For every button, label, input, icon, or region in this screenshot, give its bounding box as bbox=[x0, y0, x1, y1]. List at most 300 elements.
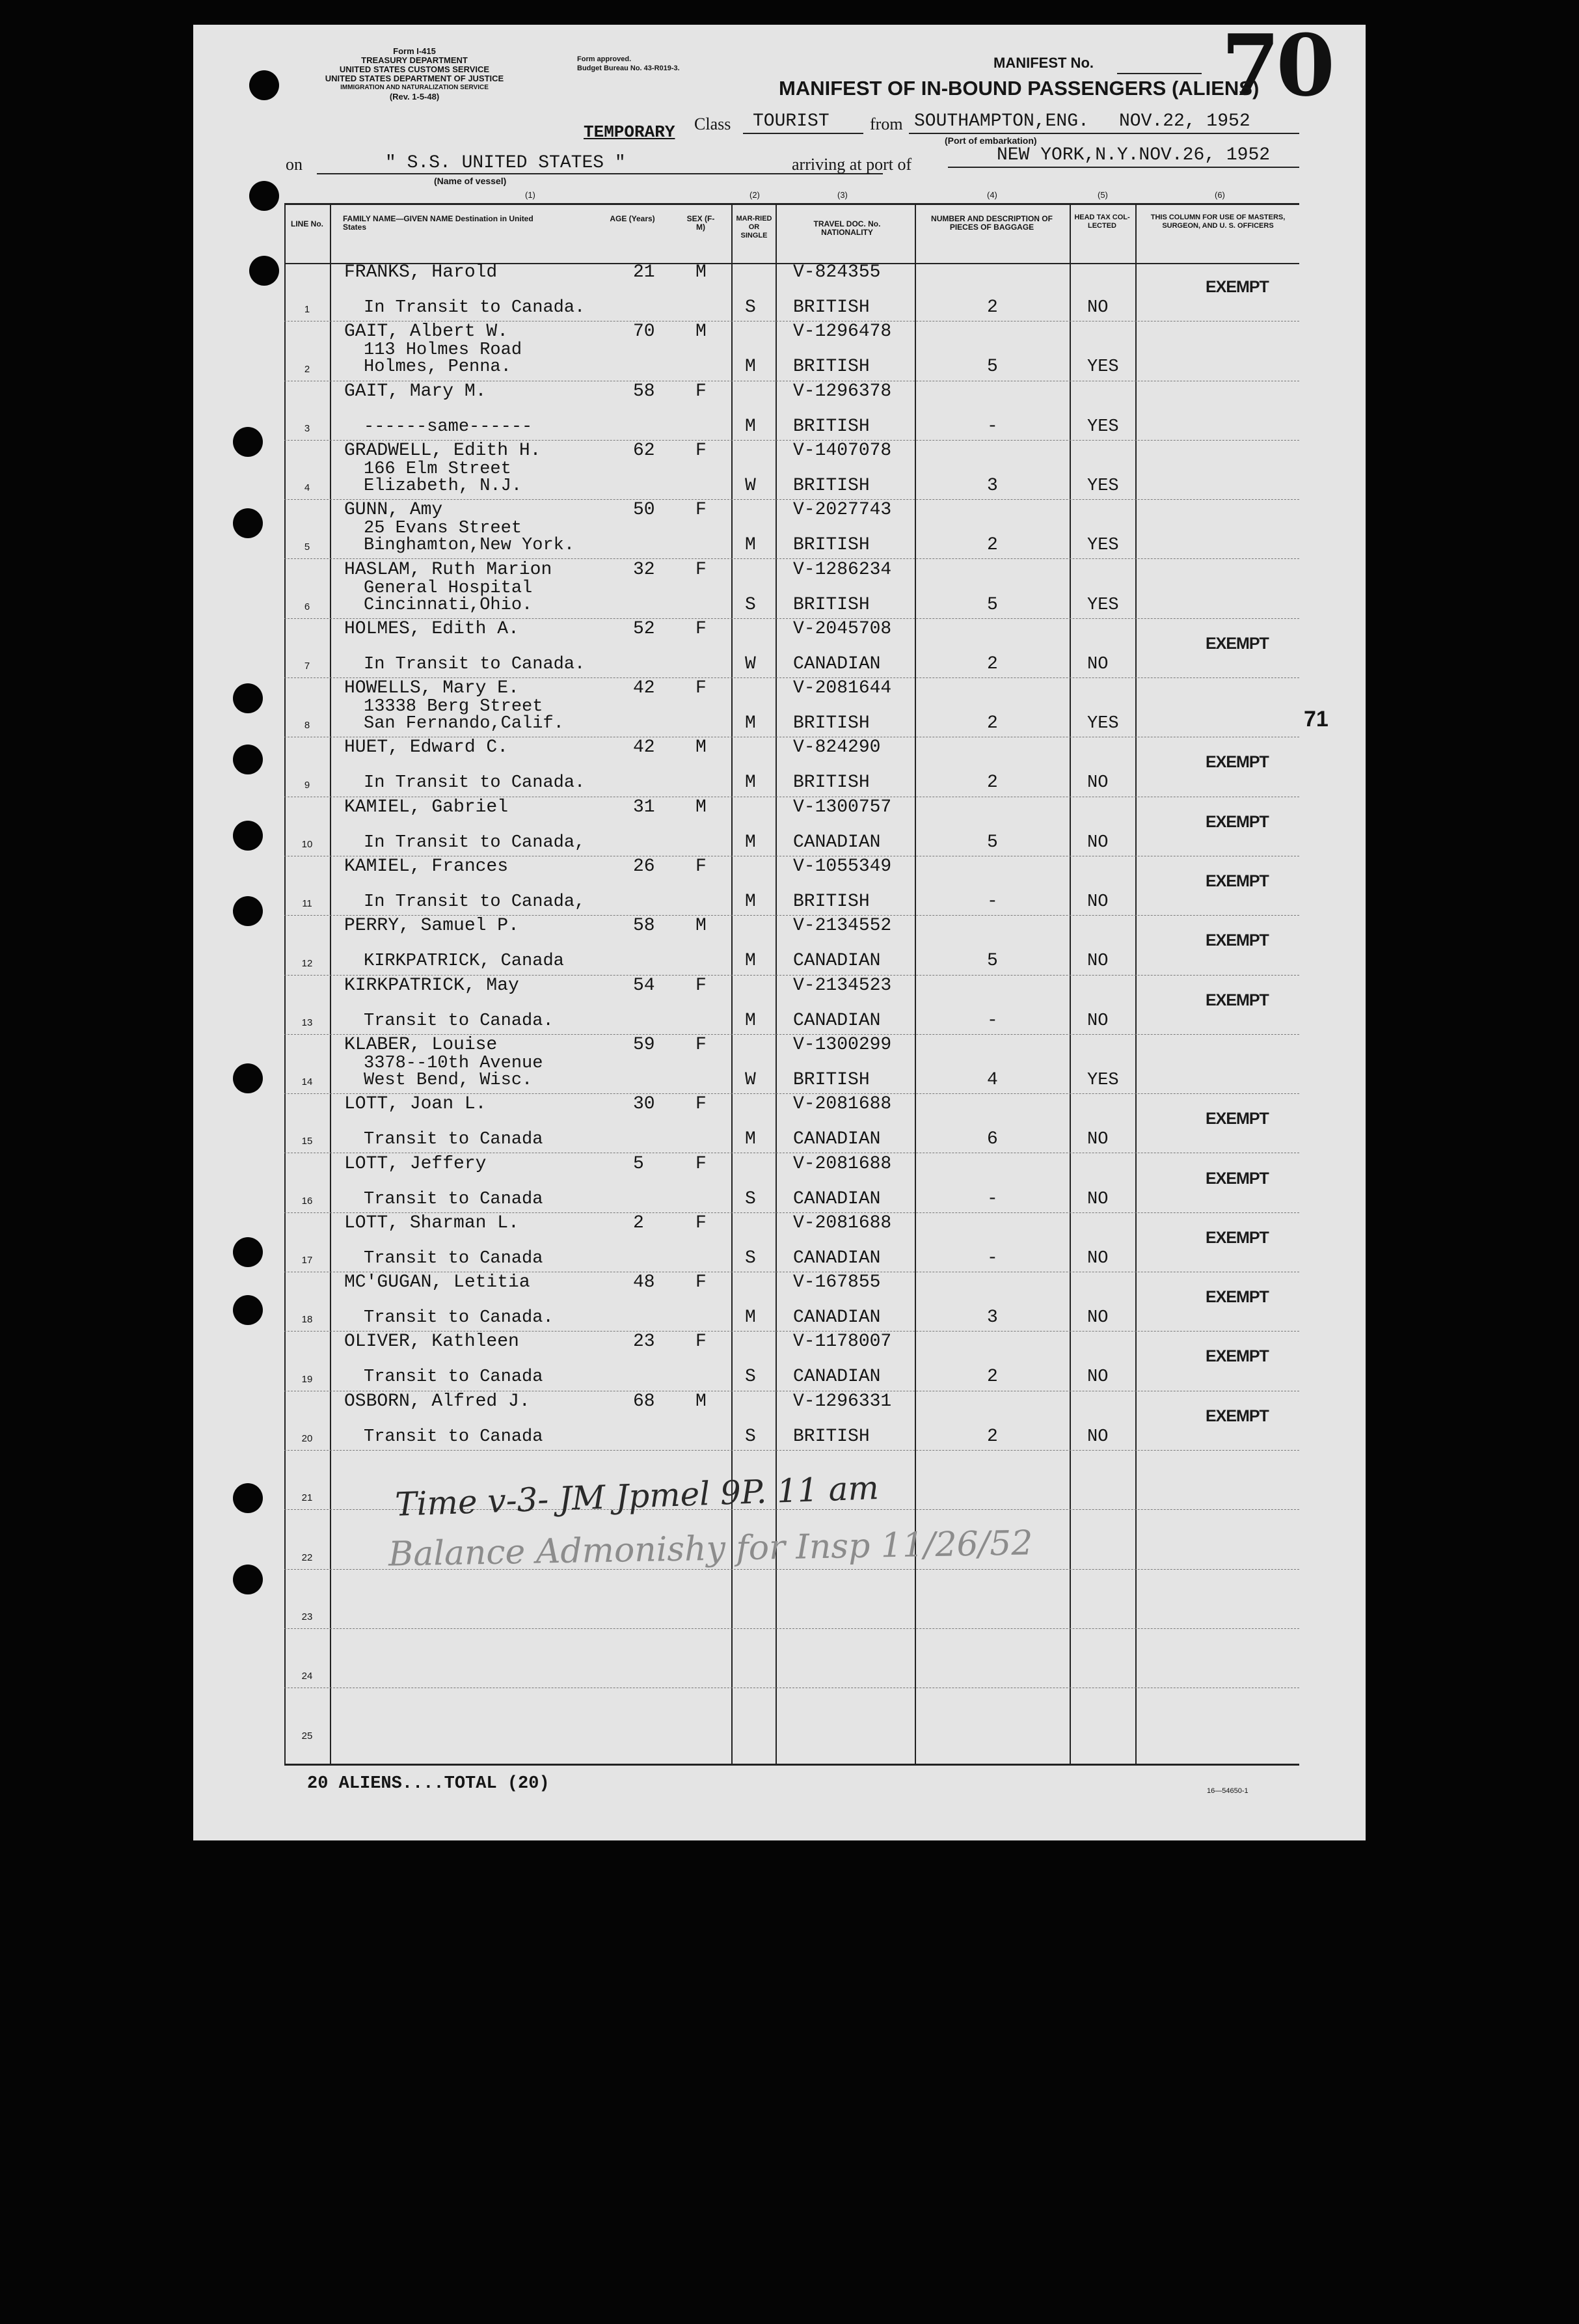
officer-stamp: EXEMPT bbox=[1206, 1347, 1269, 1366]
destination-line1: 166 Elm Street bbox=[364, 459, 511, 479]
destination-line1: 13338 Berg Street bbox=[364, 697, 543, 717]
passenger-sex: F bbox=[695, 500, 707, 521]
approval-note bbox=[577, 55, 733, 73]
destination-line2: In Transit to Canada, bbox=[364, 832, 586, 853]
baggage-count: 2 bbox=[987, 713, 998, 734]
line-number: 9 bbox=[304, 779, 310, 791]
destination-line2: KIRKPATRICK, Canada bbox=[364, 951, 564, 972]
passenger-sex: F bbox=[695, 559, 707, 580]
table-row bbox=[193, 1273, 1364, 1332]
head-tax-collected: YES bbox=[1087, 357, 1119, 377]
line-number: 14 bbox=[301, 1076, 313, 1088]
header-baggage: NUMBER AND DESCRIPTION OF PIECES OF BAGGAGE bbox=[931, 214, 1053, 232]
table-row bbox=[193, 1155, 1364, 1214]
line-number: 8 bbox=[304, 720, 310, 731]
destination-line2: Transit to Canada bbox=[364, 1367, 543, 1388]
nationality: CANADIAN bbox=[793, 1010, 881, 1031]
nationality: CANADIAN bbox=[793, 1307, 881, 1328]
header-travel-doc: TRAVEL DOC. No. NATIONALITY bbox=[813, 219, 881, 237]
passenger-name: FRANKS, Harold bbox=[344, 262, 498, 282]
destination-line1: 25 Evans Street bbox=[364, 519, 522, 539]
nationality: CANADIAN bbox=[793, 1129, 881, 1150]
passenger-sex: M bbox=[695, 1391, 707, 1412]
officer-stamp: EXEMPT bbox=[1206, 1110, 1269, 1128]
marital-status: M bbox=[745, 713, 756, 734]
col-number-4: (4) bbox=[987, 190, 997, 200]
head-tax-collected: NO bbox=[1087, 951, 1109, 972]
passenger-age: 5 bbox=[633, 1153, 644, 1174]
line-number: 25 bbox=[301, 1730, 313, 1742]
nationality: CANADIAN bbox=[793, 1188, 881, 1209]
baggage-count: - bbox=[987, 1010, 998, 1031]
class-line bbox=[743, 133, 863, 134]
nationality: BRITISH bbox=[793, 772, 870, 793]
manifest-page bbox=[193, 16, 1366, 1840]
nationality: BRITISH bbox=[793, 297, 870, 318]
marital-status: W bbox=[745, 1069, 756, 1090]
head-tax-collected: YES bbox=[1087, 536, 1119, 556]
row-separator bbox=[284, 1628, 1299, 1629]
line-number: 21 bbox=[301, 1492, 313, 1504]
row-separator bbox=[284, 1450, 1299, 1451]
dept-treasury: TREASURY DEPARTMENT bbox=[361, 55, 468, 65]
line-number: 2 bbox=[304, 363, 310, 375]
travel-doc-number: V-1178007 bbox=[793, 1332, 892, 1352]
passenger-sex: F bbox=[695, 1212, 707, 1233]
header-officers: THIS COLUMN FOR USE OF MASTERS, SURGEON, AND U. S. OFFICERS bbox=[1150, 213, 1286, 230]
baggage-count: 5 bbox=[987, 832, 998, 853]
baggage-count: - bbox=[987, 1188, 998, 1209]
handwritten-balance-note: Balance Admonishy for Insp 11/26/52 bbox=[388, 1524, 1033, 1574]
head-tax-collected: NO bbox=[1087, 1427, 1109, 1447]
col-number-5: (5) bbox=[1098, 190, 1108, 200]
embarkation-date: NOV.22, 1952 bbox=[1119, 111, 1250, 131]
header-sex: SEX (F-M) bbox=[686, 214, 715, 232]
header-head-tax: HEAD TAX COL-LECTED bbox=[1074, 213, 1130, 230]
baggage-count: - bbox=[987, 1248, 998, 1268]
marital-status: M bbox=[745, 772, 756, 793]
destination-line2: In Transit to Canada. bbox=[364, 654, 586, 674]
punch-hole bbox=[249, 70, 279, 100]
nationality: BRITISH bbox=[793, 1069, 870, 1090]
marital-status: S bbox=[745, 1367, 756, 1388]
line-number: 17 bbox=[301, 1255, 313, 1266]
table-bottom-border bbox=[284, 1764, 1299, 1766]
nationality: CANADIAN bbox=[793, 951, 881, 972]
destination-line2: Transit to Canada. bbox=[364, 1308, 554, 1328]
passenger-name: MC'GUGAN, Letitia bbox=[344, 1272, 530, 1293]
footer-total: 20 ALIENS....TOTAL (20) bbox=[307, 1774, 550, 1794]
passenger-name: GAIT, Albert W. bbox=[344, 321, 509, 342]
passenger-name: HOWELLS, Mary E. bbox=[344, 678, 519, 699]
travel-doc-number: V-1296378 bbox=[793, 381, 892, 402]
line-number: 23 bbox=[301, 1611, 313, 1622]
baggage-count: 2 bbox=[987, 772, 998, 793]
arriving-label: arriving at port of bbox=[792, 155, 912, 174]
baggage-count: 4 bbox=[987, 1069, 998, 1090]
marital-status: S bbox=[745, 594, 756, 615]
passenger-name: KAMIEL, Gabriel bbox=[344, 797, 509, 817]
table-row bbox=[193, 620, 1364, 679]
dept-customs: UNITED STATES CUSTOMS SERVICE bbox=[339, 64, 490, 74]
officer-stamp: EXEMPT bbox=[1206, 1169, 1269, 1188]
passenger-sex: F bbox=[695, 856, 707, 877]
passenger-age: 21 bbox=[633, 262, 655, 282]
line-number: 6 bbox=[304, 601, 310, 612]
table-row bbox=[193, 738, 1364, 797]
travel-doc-number: V-2081688 bbox=[793, 1212, 892, 1233]
revision: (Rev. 1-5-48) bbox=[389, 92, 440, 102]
passenger-name: LOTT, Joan L. bbox=[344, 1094, 487, 1115]
travel-doc-number: V-824290 bbox=[793, 737, 881, 758]
travel-doc-number: V-2081688 bbox=[793, 1153, 892, 1174]
destination-line1: 113 Holmes Road bbox=[364, 340, 522, 361]
passenger-name: GUNN, Amy bbox=[344, 500, 443, 521]
travel-doc-number: V-1286234 bbox=[793, 559, 892, 580]
destination-line2: West Bend, Wisc. bbox=[364, 1070, 533, 1090]
line-number: 5 bbox=[304, 541, 310, 553]
class-label: Class bbox=[694, 115, 731, 133]
passenger-sex: F bbox=[695, 1272, 707, 1293]
passenger-sex: M bbox=[695, 797, 707, 817]
table-row bbox=[193, 798, 1364, 857]
line-number: 15 bbox=[301, 1136, 313, 1147]
from-line bbox=[909, 133, 1299, 134]
destination-line2: Transit to Canada bbox=[364, 1189, 543, 1209]
destination-line2: Elizabeth, N.J. bbox=[364, 476, 522, 496]
marital-status: W bbox=[745, 653, 756, 674]
handwritten-time-note: Time v-3- JM Jpmel 9P. 11 am bbox=[394, 1469, 880, 1524]
passenger-age: 54 bbox=[633, 975, 655, 996]
marital-status: S bbox=[745, 1188, 756, 1209]
line-number: 16 bbox=[301, 1195, 313, 1207]
head-tax-collected: NO bbox=[1087, 1130, 1109, 1150]
arrival-line bbox=[948, 167, 1299, 168]
line-number: 11 bbox=[302, 898, 312, 910]
passenger-sex: F bbox=[695, 440, 707, 461]
travel-doc-number: V-2134523 bbox=[793, 975, 892, 996]
baggage-count: 2 bbox=[987, 535, 998, 556]
line-number: 4 bbox=[304, 482, 310, 494]
passenger-sex: F bbox=[695, 1332, 707, 1352]
destination-line2: Transit to Canada bbox=[364, 1248, 543, 1268]
destination-line2: Holmes, Penna. bbox=[364, 357, 511, 377]
form-number: Form I-415 bbox=[393, 46, 436, 56]
passenger-sex: M bbox=[695, 321, 707, 342]
passenger-sex: F bbox=[695, 975, 707, 996]
manifest-title: MANIFEST OF IN-BOUND PASSENGERS (ALIENS) bbox=[779, 77, 1260, 100]
travel-doc-number: V-1055349 bbox=[793, 856, 892, 877]
destination-line1: General Hospital bbox=[364, 578, 533, 598]
table-row bbox=[193, 500, 1364, 560]
dept-justice: UNITED STATES DEPARTMENT OF JUSTICE bbox=[325, 74, 504, 83]
line-number: 18 bbox=[301, 1314, 313, 1326]
marital-status: S bbox=[745, 297, 756, 318]
travel-doc-number: V-2045708 bbox=[793, 618, 892, 639]
head-tax-collected: NO bbox=[1087, 832, 1109, 853]
passenger-name: PERRY, Samuel P. bbox=[344, 916, 519, 936]
nationality: BRITISH bbox=[793, 357, 870, 377]
baggage-count: 3 bbox=[987, 1307, 998, 1328]
travel-doc-number: V-2081688 bbox=[793, 1094, 892, 1115]
table-row bbox=[193, 679, 1364, 738]
arrival-port: NEW YORK,N.Y.NOV.26, 1952 bbox=[997, 145, 1271, 165]
passenger-name: KAMIEL, Frances bbox=[344, 856, 509, 877]
travel-doc-number: V-167855 bbox=[793, 1272, 881, 1293]
travel-doc-number: V-2027743 bbox=[793, 500, 892, 521]
destination-line1: 3378--10th Avenue bbox=[364, 1053, 543, 1073]
marital-status: M bbox=[745, 535, 756, 556]
header-married: MAR-RIED OR SINGLE bbox=[736, 215, 772, 239]
marital-status: S bbox=[745, 1426, 756, 1447]
officer-stamp: EXEMPT bbox=[1206, 1288, 1269, 1307]
officer-stamp: EXEMPT bbox=[1206, 931, 1269, 950]
marital-status: M bbox=[745, 1129, 756, 1150]
passenger-age: 42 bbox=[633, 678, 655, 699]
table-row bbox=[193, 1214, 1364, 1273]
class-value: TOURIST bbox=[753, 111, 830, 131]
table-row bbox=[193, 1332, 1364, 1391]
officer-stamp: EXEMPT bbox=[1206, 753, 1269, 772]
line-number: 22 bbox=[301, 1552, 313, 1563]
nationality: BRITISH bbox=[793, 416, 870, 437]
vessel-name: " S.S. UNITED STATES " bbox=[385, 153, 626, 173]
passenger-name: GAIT, Mary M. bbox=[344, 381, 487, 402]
header-line-no: LINE No. bbox=[291, 219, 323, 228]
baggage-count: 5 bbox=[987, 594, 998, 615]
line-number: 12 bbox=[301, 957, 313, 969]
nationality: CANADIAN bbox=[793, 1248, 881, 1268]
table-row bbox=[193, 263, 1364, 322]
line-number: 1 bbox=[304, 304, 310, 316]
passenger-age: 31 bbox=[633, 797, 655, 817]
line-number: 19 bbox=[301, 1373, 313, 1385]
officer-stamp: EXEMPT bbox=[1206, 1228, 1269, 1247]
baggage-count: 2 bbox=[987, 653, 998, 674]
travel-doc-number: V-2134552 bbox=[793, 916, 892, 936]
dept-immigration: IMMIGRATION AND NATURALIZATION SERVICE bbox=[340, 84, 489, 91]
passenger-age: 48 bbox=[633, 1272, 655, 1293]
head-tax-collected: NO bbox=[1087, 773, 1109, 793]
line-number: 13 bbox=[301, 1017, 313, 1028]
passenger-name: GRADWELL, Edith H. bbox=[344, 440, 541, 461]
col-number-6: (6) bbox=[1215, 190, 1225, 200]
officer-stamp: EXEMPT bbox=[1206, 1406, 1269, 1425]
passenger-name: HUET, Edward C. bbox=[344, 737, 509, 758]
on-label: on bbox=[286, 155, 303, 174]
passenger-age: 70 bbox=[633, 321, 655, 342]
table-row bbox=[193, 916, 1364, 976]
head-tax-collected: NO bbox=[1087, 1308, 1109, 1328]
passenger-name: OSBORN, Alfred J. bbox=[344, 1391, 530, 1412]
vessel-caption: (Name of vessel) bbox=[434, 176, 507, 186]
baggage-count: 5 bbox=[987, 951, 998, 972]
baggage-count: 5 bbox=[987, 357, 998, 377]
passenger-age: 59 bbox=[633, 1034, 655, 1055]
passenger-age: 58 bbox=[633, 916, 655, 936]
passenger-name: HOLMES, Edith A. bbox=[344, 618, 519, 639]
punch-hole bbox=[233, 1483, 263, 1513]
col-number-1: (1) bbox=[525, 190, 535, 200]
passenger-name: HASLAM, Ruth Marion bbox=[344, 559, 552, 580]
head-tax-collected: YES bbox=[1087, 476, 1119, 496]
nationality: BRITISH bbox=[793, 892, 870, 912]
punch-hole bbox=[233, 1565, 263, 1594]
table-row bbox=[193, 322, 1364, 381]
marital-status: W bbox=[745, 475, 756, 496]
side-page-number: 71 bbox=[1304, 707, 1329, 731]
passenger-age: 62 bbox=[633, 440, 655, 461]
manifest-number: 70 bbox=[1221, 16, 1331, 115]
destination-line2: In Transit to Canada. bbox=[364, 298, 586, 318]
head-tax-collected: NO bbox=[1087, 1367, 1109, 1388]
marital-status: M bbox=[745, 951, 756, 972]
destination-line2: In Transit to Canada. bbox=[364, 773, 586, 793]
head-tax-collected: NO bbox=[1087, 654, 1109, 674]
table-row bbox=[193, 1035, 1364, 1095]
marital-status: M bbox=[745, 1010, 756, 1031]
marital-status: M bbox=[745, 357, 756, 377]
head-tax-collected: YES bbox=[1087, 595, 1119, 615]
header-name: FAMILY NAME—GIVEN NAME Destination in United States bbox=[343, 214, 533, 232]
passenger-age: 58 bbox=[633, 381, 655, 402]
destination-line2: In Transit to Canada, bbox=[364, 892, 586, 912]
passenger-name: OLIVER, Kathleen bbox=[344, 1332, 519, 1352]
from-label: from bbox=[870, 115, 903, 133]
budget-bureau: Budget Bureau No. 43-R019-3. bbox=[577, 64, 680, 72]
baggage-count: 2 bbox=[987, 1367, 998, 1388]
marital-status: M bbox=[745, 1307, 756, 1328]
table-row bbox=[193, 1392, 1364, 1451]
line-number: 7 bbox=[304, 661, 310, 672]
passenger-age: 23 bbox=[633, 1332, 655, 1352]
passenger-sex: F bbox=[695, 618, 707, 639]
punch-hole bbox=[249, 181, 279, 211]
passenger-age: 26 bbox=[633, 856, 655, 877]
passenger-age: 32 bbox=[633, 559, 655, 580]
passenger-name: KLABER, Louise bbox=[344, 1034, 498, 1055]
officer-stamp: EXEMPT bbox=[1206, 872, 1269, 890]
passenger-name: LOTT, Jeffery bbox=[344, 1153, 487, 1174]
travel-doc-number: V-1296478 bbox=[793, 321, 892, 342]
head-tax-collected: YES bbox=[1087, 1070, 1119, 1090]
officer-stamp: EXEMPT bbox=[1206, 278, 1269, 296]
passenger-sex: M bbox=[695, 737, 707, 758]
head-tax-collected: NO bbox=[1087, 1011, 1109, 1031]
travel-doc-number: V-824355 bbox=[793, 262, 881, 282]
passenger-age: 42 bbox=[633, 737, 655, 758]
passenger-sex: F bbox=[695, 1034, 707, 1055]
baggage-count: 6 bbox=[987, 1129, 998, 1150]
passenger-sex: F bbox=[695, 1153, 707, 1174]
table-row bbox=[193, 976, 1364, 1035]
destination-line2: Binghamton,New York. bbox=[364, 536, 575, 556]
approval-line: Form approved. bbox=[577, 55, 632, 63]
destination-line2: Transit to Canada bbox=[364, 1130, 543, 1150]
passenger-name: KIRKPATRICK, May bbox=[344, 975, 519, 996]
table-row bbox=[193, 857, 1364, 916]
baggage-count: 2 bbox=[987, 1426, 998, 1447]
baggage-count: - bbox=[987, 416, 998, 437]
marital-status: M bbox=[745, 832, 756, 853]
nationality: BRITISH bbox=[793, 713, 870, 734]
line-number: 24 bbox=[301, 1671, 313, 1682]
nationality: BRITISH bbox=[793, 1426, 870, 1447]
destination-line2: ------same------ bbox=[364, 417, 533, 437]
passenger-age: 52 bbox=[633, 618, 655, 639]
officer-stamp: EXEMPT bbox=[1206, 634, 1269, 653]
agency-header bbox=[291, 47, 538, 102]
passenger-sex: M bbox=[695, 262, 707, 282]
line-number: 20 bbox=[301, 1432, 313, 1444]
head-tax-collected: YES bbox=[1087, 417, 1119, 437]
travel-doc-number: V-1300757 bbox=[793, 797, 892, 817]
manifest-no-label: MANIFEST No. bbox=[993, 55, 1094, 71]
nationality: BRITISH bbox=[793, 594, 870, 615]
manifest-no-line bbox=[1117, 73, 1202, 74]
marital-status: S bbox=[745, 1248, 756, 1268]
nationality: CANADIAN bbox=[793, 653, 881, 674]
passenger-age: 50 bbox=[633, 500, 655, 521]
travel-doc-number: V-2081644 bbox=[793, 678, 892, 699]
passenger-sex: M bbox=[695, 916, 707, 936]
head-tax-collected: NO bbox=[1087, 1189, 1109, 1209]
destination-line2: Transit to Canada bbox=[364, 1427, 543, 1447]
col-number-3: (3) bbox=[837, 190, 848, 200]
marital-status: M bbox=[745, 892, 756, 912]
nationality: BRITISH bbox=[793, 475, 870, 496]
header-age: AGE (Years) bbox=[610, 214, 655, 223]
officer-stamp: EXEMPT bbox=[1206, 991, 1269, 1009]
travel-doc-number: V-1296331 bbox=[793, 1391, 892, 1412]
baggage-count: 3 bbox=[987, 475, 998, 496]
table-row bbox=[193, 382, 1364, 441]
nationality: CANADIAN bbox=[793, 832, 881, 853]
destination-line2: Transit to Canada. bbox=[364, 1011, 554, 1031]
head-tax-collected: NO bbox=[1087, 298, 1109, 318]
marital-status: M bbox=[745, 416, 756, 437]
temporary-label: TEMPORARY bbox=[584, 122, 675, 142]
passenger-sex: F bbox=[695, 678, 707, 699]
table-row bbox=[193, 441, 1364, 500]
passenger-name: LOTT, Sharman L. bbox=[344, 1212, 519, 1233]
passenger-age: 68 bbox=[633, 1391, 655, 1412]
passenger-age: 2 bbox=[633, 1212, 644, 1233]
travel-doc-number: V-1300299 bbox=[793, 1034, 892, 1055]
nationality: BRITISH bbox=[793, 535, 870, 556]
embarkation-port: SOUTHAMPTON,ENG. bbox=[914, 111, 1089, 131]
passenger-age: 30 bbox=[633, 1094, 655, 1115]
nationality: CANADIAN bbox=[793, 1367, 881, 1388]
officer-stamp: EXEMPT bbox=[1206, 812, 1269, 831]
baggage-count: 2 bbox=[987, 297, 998, 318]
line-number: 10 bbox=[301, 838, 313, 850]
table-row bbox=[193, 560, 1364, 620]
head-tax-collected: NO bbox=[1087, 892, 1109, 912]
passenger-sex: F bbox=[695, 1094, 707, 1115]
print-code: 16—54650-1 bbox=[1207, 1787, 1248, 1795]
col-number-2: (2) bbox=[749, 190, 760, 200]
head-tax-collected: NO bbox=[1087, 1248, 1109, 1268]
table-row bbox=[193, 1095, 1364, 1154]
line-number: 3 bbox=[304, 422, 310, 434]
travel-doc-number: V-1407078 bbox=[793, 440, 892, 461]
destination-line2: San Fernando,Calif. bbox=[364, 714, 564, 734]
passenger-sex: F bbox=[695, 381, 707, 402]
embarkation-caption: (Port of embarkation) bbox=[945, 135, 1037, 146]
table-top-border bbox=[284, 203, 1299, 205]
destination-line2: Cincinnati,Ohio. bbox=[364, 595, 533, 615]
